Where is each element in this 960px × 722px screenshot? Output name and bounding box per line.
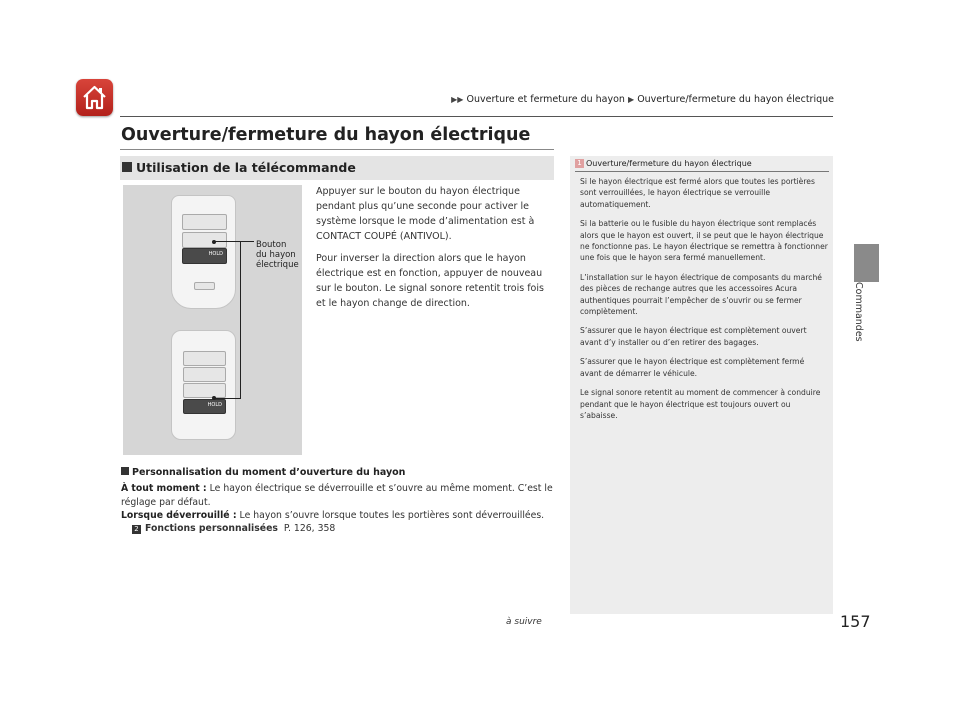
callout-line — [214, 398, 241, 399]
breadcrumb-item-1[interactable]: Ouverture et fermeture du hayon — [466, 94, 625, 105]
instruction-paragraph: Pour inverser la direction alors que le hayon électrique est en fonction, appuyer de nouveau sur le bouton. Le signal sonore retentit trois fois et le hayon change de direction. — [316, 253, 544, 309]
fob-button — [182, 214, 227, 230]
sidenote-paragraph: S’assurer que le hayon électrique est complètement ouvert avant d’y installer ou d’en retirer des bagages. — [580, 326, 807, 347]
section-heading-text: Utilisation de la télécommande — [136, 160, 356, 175]
chapter-tab[interactable] — [854, 244, 879, 282]
fob-button — [183, 383, 226, 398]
remote-illustration — [123, 185, 302, 455]
sidenote-divider — [575, 171, 829, 172]
sidenote-paragraph: S’assurer que le hayon électrique est complètement fermé avant de démarrer le véhicule. — [580, 357, 805, 378]
sidenote-panel — [570, 156, 833, 614]
breadcrumb-arrow-icon: ▶ — [628, 95, 635, 104]
fob-tailgate-button — [182, 248, 227, 264]
title-divider — [120, 149, 554, 150]
fob-panic-button — [194, 282, 215, 290]
sidenote-paragraph: Si le hayon électrique est fermé alors que toutes les portières sont verrouillées, le hayon électrique se verrouille automatiquement. — [580, 177, 815, 209]
sidenote-paragraph: Si la batterie ou le fusible du hayon électrique sont remplacés alors que le hayon est ouvert, il se peut que le hayon électrique ne fonctionne pas. Le hayon électrique se remettra à fonctionner une fois que le hayon sera fermé manuellement. — [580, 219, 828, 263]
sidenote-paragraph: Le signal sonore retentit au moment de commencer à conduire pendant que le hayon électrique est toujours ouvert ou s’abaisse. — [580, 388, 821, 420]
note-number-icon: 1 — [575, 159, 584, 168]
home-icon — [81, 84, 108, 111]
section-heading — [120, 156, 554, 180]
cross-reference-link[interactable]: 2 Fonctions personnalisées P. 126, 358 — [132, 523, 335, 534]
sidenote-body — [580, 176, 828, 429]
header-divider — [120, 116, 833, 117]
cross-reference-icon: 2 — [132, 525, 141, 534]
callout-dot — [212, 396, 216, 400]
hold-label: HOLD — [207, 402, 222, 408]
section-bullet-icon — [122, 162, 132, 172]
page-title: Ouverture/fermeture du hayon électrique — [121, 125, 531, 145]
page-number: 157 — [840, 612, 871, 631]
fob-button — [182, 232, 227, 248]
breadcrumb — [451, 94, 834, 105]
fob-tailgate-button — [183, 399, 226, 414]
instruction-paragraph: Appuyer sur le bouton du hayon électrique pendant plus qu’une seconde pour activer le système lorsque le mode d’alimentation est à CONTACT COUPÉ (ANTIVOL). — [316, 186, 535, 242]
callout-line — [240, 241, 241, 398]
continued-label: à suivre — [506, 617, 542, 627]
subsection-bullet-icon — [121, 467, 129, 475]
fob-button — [183, 367, 226, 382]
breadcrumb-arrow-icon: ▶▶ — [451, 95, 464, 104]
instructions — [316, 184, 553, 318]
breadcrumb-item-2[interactable]: Ouverture/fermeture du hayon électrique — [637, 94, 834, 105]
option-any-time: À tout moment : Le hayon électrique se déverrouille et s’ouvre au même moment. C’est le réglage par défaut. — [121, 483, 553, 508]
home-button[interactable] — [76, 79, 113, 116]
remote-fob-bottom — [171, 330, 236, 440]
option-when-unlocked: Lorsque déverrouillé : Le hayon s’ouvre lorsque toutes les portières sont déverrouillées. — [121, 510, 545, 521]
chapter-tab-label: Commandes — [853, 282, 864, 342]
hold-label: HOLD — [208, 251, 223, 257]
callout-line — [214, 241, 254, 242]
sidenote-heading: 1 Ouverture/fermeture du hayon électrique — [575, 159, 752, 168]
fob-button — [183, 351, 226, 366]
subsection-heading: Personnalisation du moment d’ouverture du hayon — [121, 467, 405, 478]
tailgate-button-callout: Bouton du hayon électrique — [256, 240, 299, 270]
sidenote-paragraph: L’installation sur le hayon électrique de composants du marché des pièces de rechange autres que les accessoires Acura authentiques pourrait l’empêcher de s’ouvrir ou se fermer complètement. — [580, 272, 822, 317]
remote-fob-top — [171, 195, 236, 309]
